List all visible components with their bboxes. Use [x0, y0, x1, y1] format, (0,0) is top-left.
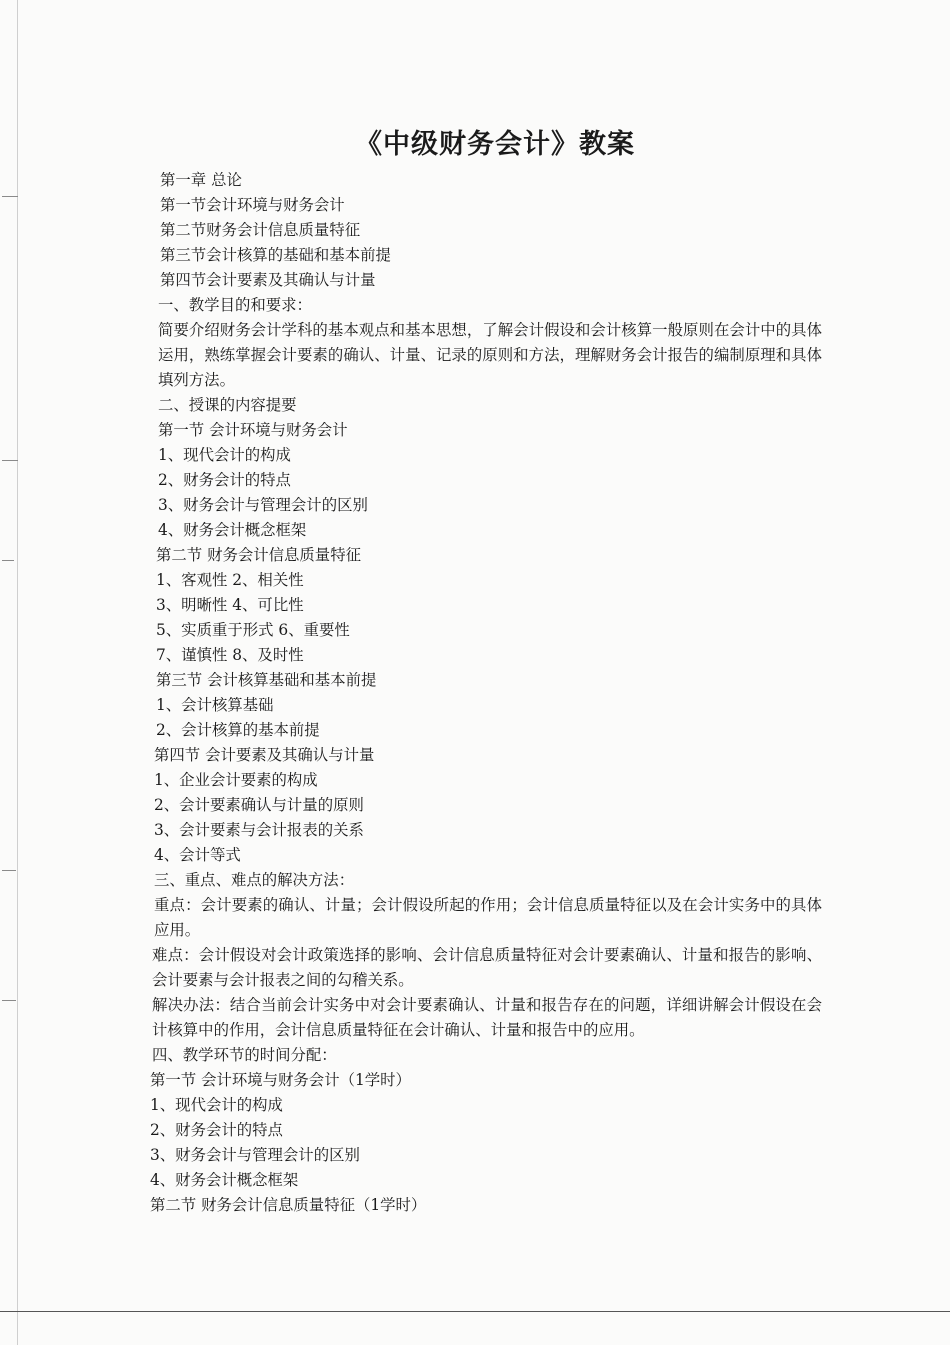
list-item: 2、会计核算的基本前提 [156, 721, 320, 739]
scan-edge-line [17, 0, 18, 1345]
section-title: 第一节会计环境与财务会计 [160, 196, 345, 214]
list-item: 2、会计要素确认与计量的原则 [154, 796, 364, 814]
list-item: 4、财务会计概念框架 [158, 521, 307, 539]
paragraph: 解决办法：结合当前会计实务中对会计要素确认、计量和报告存在的问题，详细讲解会计假设在会计核算中的作用，会计信息质量特征在会计确认、计量和报告中的应用。 [152, 996, 822, 1039]
list-item: 3、会计要素与会计报表的关系 [154, 821, 364, 839]
section-title: 第三节会计核算的基础和基本前提 [160, 246, 391, 264]
section-heading: 第一节 会计环境与财务会计 [158, 421, 348, 439]
part-heading: 三、重点、难点的解决方法： [154, 871, 355, 889]
document-body [150, 168, 822, 1218]
section-title: 第二节财务会计信息质量特征 [160, 221, 361, 239]
margin-mark [2, 560, 14, 561]
list-item: 7、谨慎性 8、及时性 [156, 646, 304, 664]
margin-mark [2, 870, 16, 871]
section-title: 第四节会计要素及其确认与计量 [160, 271, 376, 289]
list-item: 3、财务会计与管理会计的区别 [150, 1146, 360, 1164]
paragraph: 重点：会计要素的确认、计量；会计假设所起的作用；会计信息质量特征以及在会计实务中的具体应用。 [154, 896, 822, 939]
section-heading: 第三节 会计核算基础和基本前提 [156, 671, 377, 689]
list-item: 5、实质重于形式 6、重要性 [156, 621, 350, 639]
page-bottom-rule [0, 1311, 950, 1312]
section-heading: 第二节 财务会计信息质量特征（1学时） [150, 1196, 427, 1214]
margin-mark [2, 196, 18, 197]
list-item: 4、会计等式 [154, 846, 241, 864]
list-item: 2、财务会计的特点 [158, 471, 291, 489]
list-item: 1、客观性 2、相关性 [156, 571, 304, 589]
paragraph: 简要介绍财务会计学科的基本观点和基本思想，了解会计假设和会计核算一般原则在会计中的具体运用，熟练掌握会计要素的确认、计量、记录的原则和方法，理解财务会计报告的编制原理和具体填列方法。 [158, 321, 822, 389]
list-item: 3、明晰性 4、可比性 [156, 596, 304, 614]
list-item: 1、现代会计的构成 [158, 446, 291, 464]
list-item: 3、财务会计与管理会计的区别 [158, 496, 368, 514]
list-item: 2、财务会计的特点 [150, 1121, 283, 1139]
document-title: 《中级财务会计》教案 [355, 129, 635, 160]
margin-mark [2, 1000, 16, 1001]
section-heading: 第四节 会计要素及其确认与计量 [154, 746, 375, 764]
part-heading: 四、教学环节的时间分配： [152, 1046, 337, 1064]
part-heading: 二、授课的内容提要 [158, 396, 297, 414]
part-heading: 一、教学目的和要求： [158, 296, 312, 314]
list-item: 4、财务会计概念框架 [150, 1171, 299, 1189]
list-item: 1、会计核算基础 [156, 696, 274, 714]
paragraph: 难点：会计假设对会计政策选择的影响、会计信息质量特征对会计要素确认、计量和报告的影响、会计要素与会计报表之间的勾稽关系。 [152, 946, 822, 989]
section-heading: 第二节 财务会计信息质量特征 [156, 546, 361, 564]
list-item: 1、现代会计的构成 [150, 1096, 283, 1114]
margin-mark [2, 460, 18, 461]
chapter-heading: 第一章 总论 [160, 171, 242, 189]
list-item: 1、企业会计要素的构成 [154, 771, 318, 789]
section-heading: 第一节 会计环境与财务会计（1学时） [150, 1071, 411, 1089]
